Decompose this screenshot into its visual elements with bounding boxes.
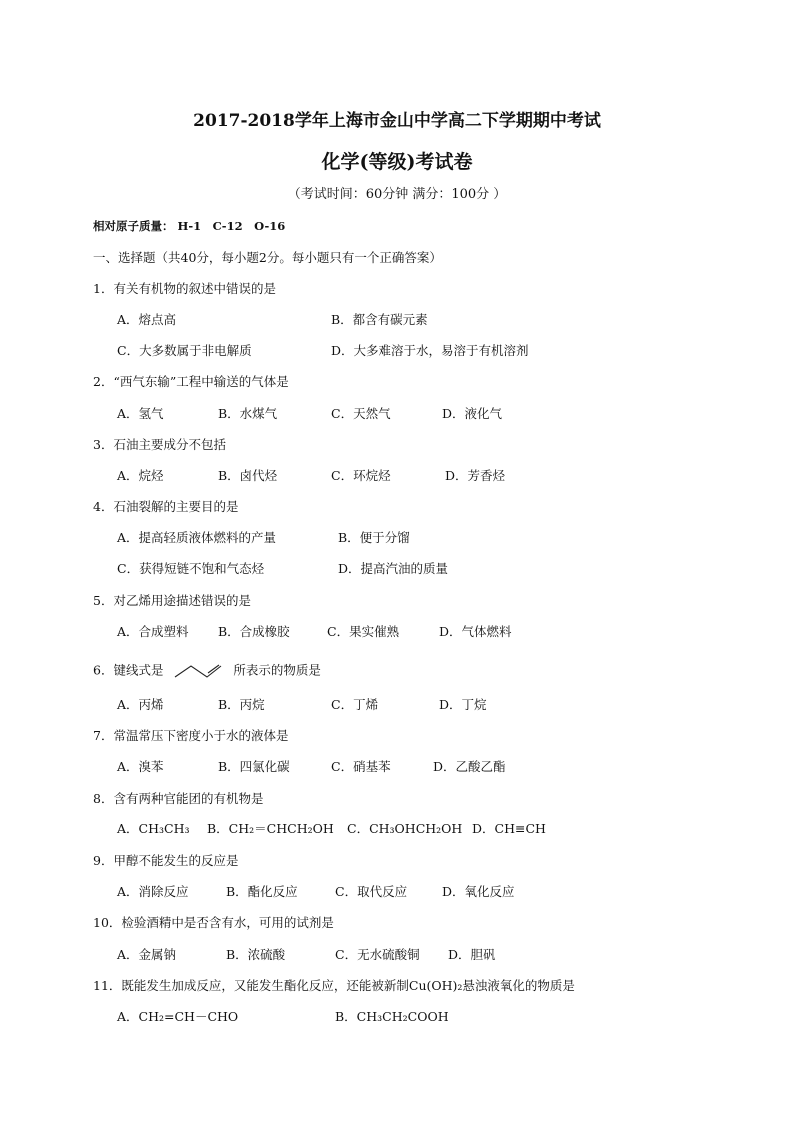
question-1-option-a: A．熔点高 (117, 312, 177, 327)
question-10-stem: 10．检验酒精中是否含有水，可用的试剂是 (93, 915, 334, 930)
question-9-option-a: A．消除反应 (117, 884, 189, 899)
question-9-option-c: C．取代反应 (335, 884, 408, 899)
exam-subtitle: 化学(等级)考试卷 (321, 151, 473, 173)
question-10-option-b: B．浓硫酸 (226, 947, 286, 962)
question-11-option-a: A．CH₂=CH－CHO (117, 1009, 239, 1024)
question-5-option-b: B．合成橡胶 (218, 624, 290, 639)
question-3-option-d: D．芳香烃 (445, 468, 506, 483)
question-6-option-a: A．丙烯 (117, 697, 164, 712)
question-5-option-d: D．气体燃料 (439, 624, 512, 639)
question-8-option-d: D．CH≡CH (472, 821, 546, 836)
question-7-option-c: C．硝基苯 (331, 759, 391, 774)
question-6-option-c: C．丁烯 (331, 697, 379, 712)
question-3-option-a: A．烷烃 (117, 468, 164, 483)
question-3-option-b: B．卤代烃 (218, 468, 278, 483)
question-4-option-b: B．便于分馏 (338, 530, 410, 545)
question-9-stem: 9．甲醇不能发生的反应是 (93, 853, 239, 868)
question-8-option-c: C．CH₃OHCH₂OH (347, 821, 463, 836)
question-8-stem: 8．含有两种官能团的有机物是 (93, 791, 264, 806)
question-10-option-c: C．无水硫酸铜 (335, 947, 420, 962)
question-1-option-c: C．大多数属于非电解质 (117, 343, 252, 358)
question-10-option-d: D．胆矾 (448, 947, 496, 962)
question-1-option-b: B．都含有碳元素 (331, 312, 428, 327)
question-6-stem-prefix: 6．键线式是 (93, 662, 164, 678)
question-2-option-c: C．天然气 (331, 406, 391, 421)
question-5-option-a: A．合成塑料 (117, 624, 189, 639)
question-10-option-a: A．金属钠 (117, 947, 177, 962)
question-9-option-b: B．酯化反应 (226, 884, 298, 899)
question-3-option-c: C．环烷烃 (331, 468, 391, 483)
question-2-option-a: A．氢气 (117, 406, 164, 421)
question-7-stem: 7．常温常压下密度小于水的液体是 (93, 728, 289, 743)
exam-title: 2017-2018学年上海市金山中学高二下学期期中考试 (193, 111, 601, 131)
question-4-option-c: C．获得短链不饱和气态烃 (117, 561, 265, 576)
question-4-option-d: D．提高汽油的质量 (338, 561, 449, 576)
question-2-option-b: B．水煤气 (218, 406, 278, 421)
question-2-stem: 2．“西气东输”工程中输送的气体是 (93, 374, 289, 389)
question-8-option-b: B．CH₂＝CHCH₂OH (207, 821, 334, 836)
question-4-option-a: A．提高轻质液体燃料的产量 (117, 530, 277, 545)
question-6-stem (93, 662, 321, 680)
question-11-option-b: B．CH₃CH₂COOH (335, 1009, 449, 1024)
question-6-option-d: D．丁烷 (439, 697, 487, 712)
butene-skeletal-structure-icon (173, 662, 223, 680)
question-5-stem: 5．对乙烯用途描述错误的是 (93, 593, 251, 608)
question-6-option-b: B．丙烷 (218, 697, 265, 712)
question-7-option-d: D．乙酸乙酯 (433, 759, 506, 774)
question-9-option-d: D．氧化反应 (442, 884, 515, 899)
question-1-option-d: D．大多难溶于水，易溶于有机溶剂 (331, 343, 529, 358)
question-8-option-a: A．CH₃CH₃ (117, 821, 190, 836)
question-7-option-a: A．溴苯 (117, 759, 164, 774)
question-3-stem: 3．石油主要成分不包括 (93, 437, 226, 452)
question-7-option-b: B．四氯化碳 (218, 759, 290, 774)
exam-info: （考试时间：60分钟 满分：100分 ） (287, 187, 507, 202)
question-6-stem-suffix: 所表示的物质是 (233, 662, 321, 678)
question-2-option-d: D．液化气 (442, 406, 503, 421)
question-5-option-c: C．果实催熟 (327, 624, 400, 639)
section-heading: 一、选择题（共40分，每小题2分。每小题只有一个正确答案） (93, 250, 442, 265)
atomic-mass-note: 相对原子质量： H-1 C-12 O-16 (93, 219, 286, 233)
question-4-stem: 4．石油裂解的主要目的是 (93, 499, 239, 514)
question-1-stem: 1．有关有机物的叙述中错误的是 (93, 281, 276, 296)
question-11-stem: 11．既能发生加成反应，又能发生酯化反应，还能被新制Cu(OH)₂悬浊液氧化的物质是 (93, 978, 575, 993)
